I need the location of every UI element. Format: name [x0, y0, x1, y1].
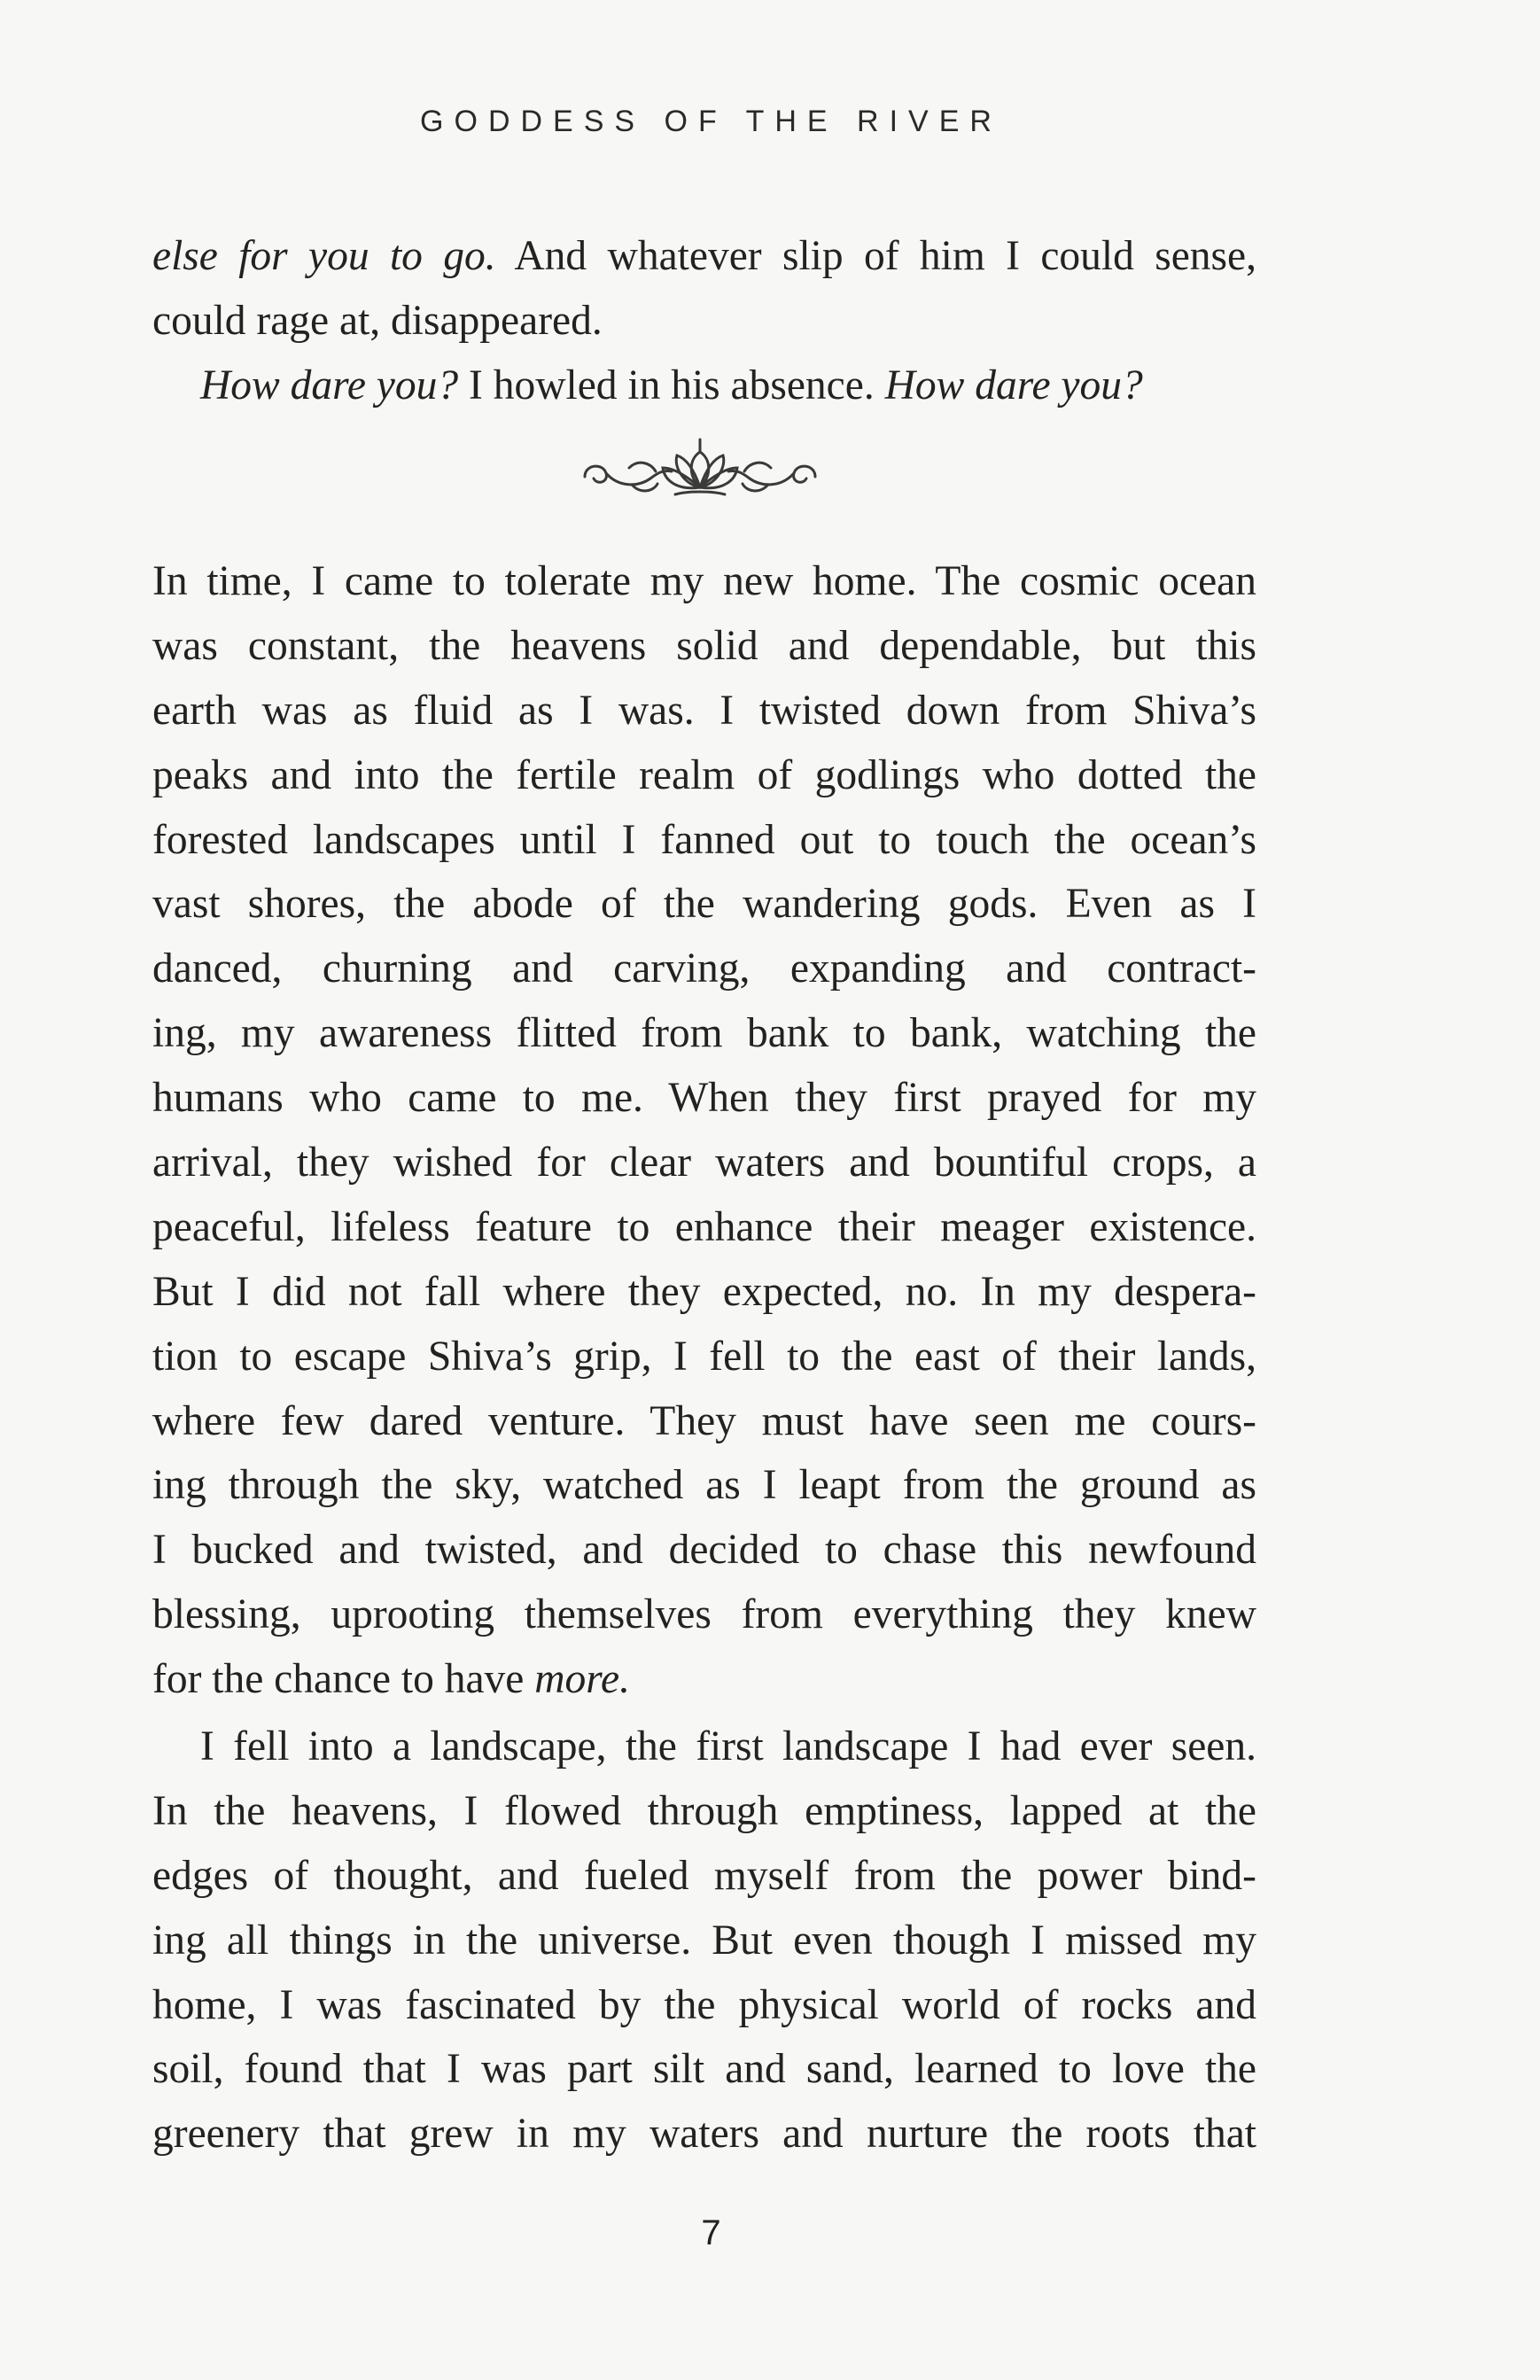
- text-line: danced, churning and carving, expanding and contract-: [152, 945, 1256, 992]
- text-span: And whatever slip of him I could sense,: [495, 233, 1256, 279]
- text-span: for the chance to have: [152, 1656, 535, 1703]
- text-line: ing all things in the universe. But even though I missed my: [152, 1917, 1256, 1964]
- text-span: I howled in his absence.: [458, 362, 885, 408]
- text-line: was constant, the heavens solid and dependable, but this: [152, 622, 1256, 669]
- running-head: GODDESS OF THE RIVER: [420, 105, 1002, 138]
- text-block-opening: [152, 224, 1256, 418]
- text-line: [152, 1647, 1256, 1712]
- text-line: In time, I came to tolerate my new home. The cosmic ocean: [152, 558, 1256, 604]
- text-line: blessing, uprooting themselves from everything they knew: [152, 1591, 1256, 1638]
- text-line: could rage at, disappeared.: [152, 297, 603, 344]
- italic-text: How dare you?: [884, 362, 1143, 408]
- text-line: ing, my awareness flitted from bank to bank, watching the: [152, 1010, 1256, 1057]
- text-line: In the heavens, I flowed through emptiness, lapped at the: [152, 1787, 1256, 1834]
- text-line: peaceful, lifeless feature to enhance their meager existence.: [152, 1203, 1256, 1250]
- page-number: 7: [701, 2213, 721, 2252]
- text-block-paragraph-1: [152, 549, 1256, 1712]
- text-line: soil, found that I was part silt and sand, learned to love the: [152, 2046, 1256, 2093]
- text-line: greenery that grew in my waters and nurture the roots that: [152, 2111, 1256, 2158]
- italic-text: How dare you?: [200, 362, 459, 408]
- text-line: But I did not fall where they expected, no. In my despera-: [152, 1268, 1256, 1315]
- text-line: I fell into a landscape, the first landscape I had ever seen.: [200, 1723, 1256, 1769]
- text-line: [152, 224, 1256, 289]
- lotus-flourish-ornament-icon: [576, 432, 824, 509]
- text-line: vast shores, the abode of the wandering gods. Even as I: [152, 881, 1256, 928]
- text-line: [152, 354, 1256, 418]
- text-line: home, I was fascinated by the physical world of rocks and: [152, 1981, 1256, 2028]
- text-line: peaks and into the fertile realm of godlings who dotted the: [152, 751, 1256, 798]
- text-line: tion to escape Shiva’s grip, I fell to the east of their lands,: [152, 1333, 1256, 1380]
- text-line: edges of thought, and fueled myself from the power bind-: [152, 1852, 1256, 1899]
- text-line: where few dared venture. They must have seen me cours-: [152, 1397, 1256, 1444]
- text-block-paragraph-2: [152, 1715, 1256, 2166]
- text-line: forested landscapes until I fanned out to touch the ocean’s: [152, 816, 1256, 863]
- italic-text: more.: [534, 1656, 630, 1703]
- text-line: I bucked and twisted, and decided to chase this newfound: [152, 1527, 1256, 1574]
- text-line: earth was as fluid as I was. I twisted down from Shiva’s: [152, 687, 1256, 734]
- text-line: arrival, they wished for clear waters and bountiful crops, a: [152, 1139, 1256, 1186]
- italic-text: else for you to go.: [152, 233, 496, 279]
- text-line: ing through the sky, watched as I leapt from the ground as: [152, 1462, 1256, 1509]
- text-line: humans who came to me. When they first prayed for my: [152, 1075, 1256, 1122]
